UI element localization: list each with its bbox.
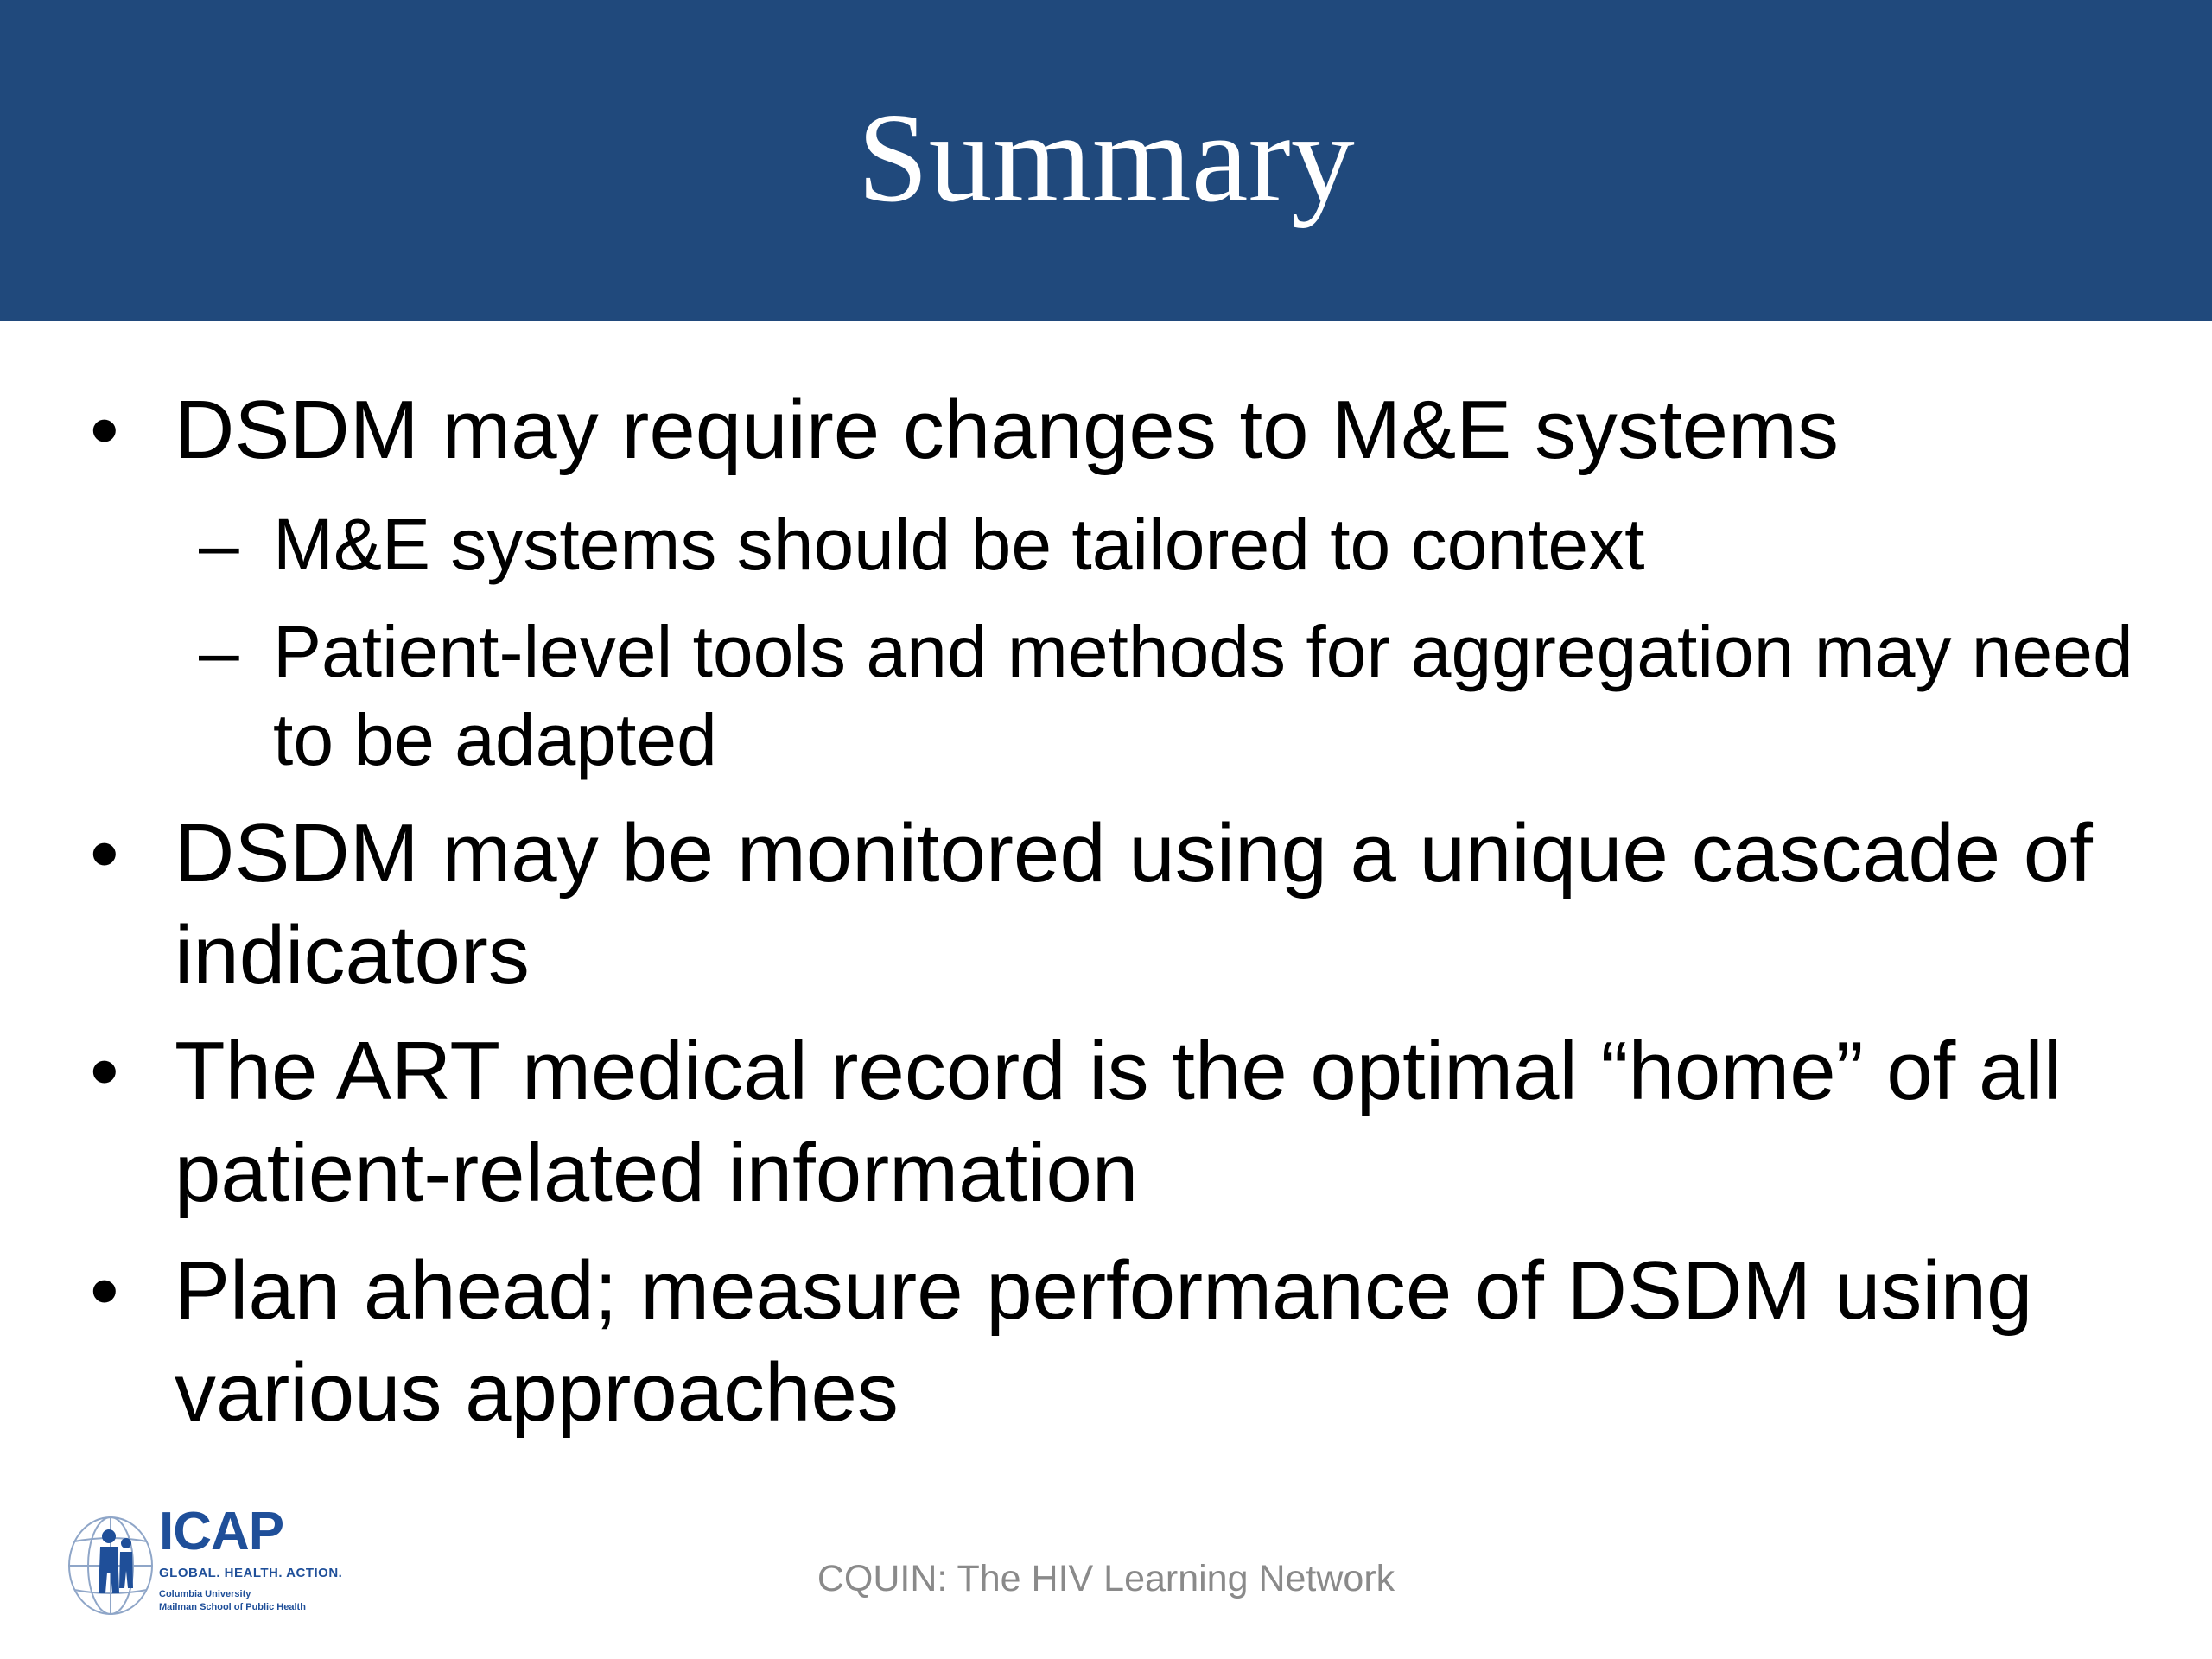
bullet-marker: • (90, 1025, 119, 1117)
logo-wordmark: ICAP (159, 1502, 284, 1561)
sub-bullet-text: Patient-level tools and methods for aggregation may need (273, 611, 2133, 692)
bullet-text: The ART medical record is the optimal “home” of all (175, 1025, 2063, 1117)
bullet-marker: • (90, 1244, 119, 1337)
footer-text: CQUIN: The HIV Learning Network (817, 1558, 1395, 1599)
bullet-text: indicators (175, 909, 530, 1001)
bullet-text-continued (175, 1343, 2188, 1443)
bullet-text-continued (175, 906, 2188, 1006)
bullet-item (90, 380, 2188, 480)
bullet-item (90, 1021, 2188, 1122)
bullet-text: patient-related information (175, 1127, 1139, 1219)
sub-bullet-item (199, 499, 2200, 589)
logo-tagline: GLOBAL. HEALTH. ACTION. (159, 1566, 343, 1580)
bullet-text: various approaches (175, 1346, 899, 1439)
logo-affiliation-line2: Mailman School of Public Health (159, 1602, 306, 1612)
slide-title: Summary (857, 87, 1355, 229)
bullet-text-continued (175, 1123, 2188, 1224)
bullet-item (90, 804, 2188, 904)
sub-bullet-text-continued (273, 695, 2200, 785)
sub-bullet-text: to be adapted (273, 699, 717, 780)
bullet-item (90, 1241, 2188, 1341)
sub-bullet-marker: – (199, 504, 239, 585)
bullet-text: DSDM may require changes to M&E systems (175, 384, 1839, 476)
bullet-text: Plan ahead; measure performance of DSDM using (175, 1244, 2033, 1337)
sub-bullet-text: M&E systems should be tailored to context (273, 504, 1645, 585)
sub-bullet-item (199, 607, 2200, 696)
bullet-marker: • (90, 807, 119, 899)
logo-affiliation-line1: Columbia University (159, 1589, 251, 1599)
sub-bullet-marker: – (199, 611, 239, 692)
bullet-text: DSDM may be monitored using a unique cascade of (175, 807, 2093, 899)
bullet-marker: • (90, 384, 119, 476)
